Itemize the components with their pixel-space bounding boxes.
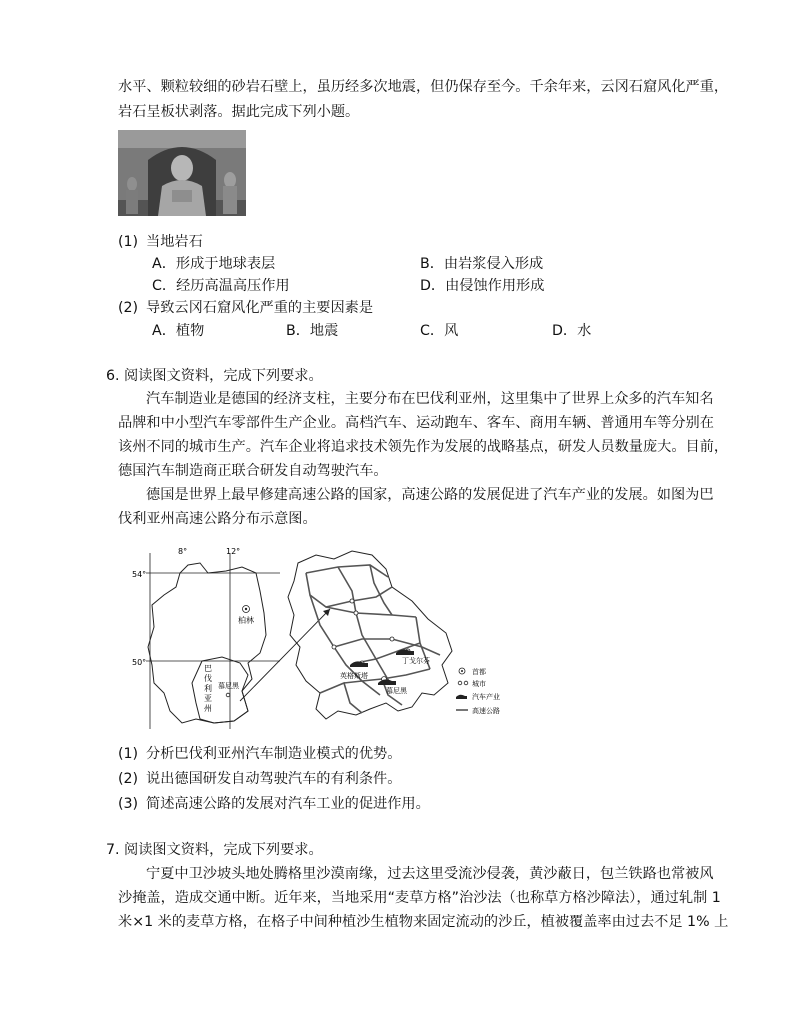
lat-label-50: 50° <box>132 658 147 667</box>
q6-para2-line-1: 德国是世界上最早修建高速公路的国家，高速公路的发展促进了汽车产业的发展。如图为巴 <box>146 487 714 503</box>
berlin-label: 柏林 <box>238 616 254 625</box>
q5-sub1-stem: 当地岩石 <box>146 234 203 250</box>
q5-sub2-option-a: A．植物 <box>152 323 205 339</box>
map-legend <box>456 667 500 715</box>
q5-sub2-number: (2) <box>118 300 139 316</box>
q7-para-line-2: 沙掩盖，造成交通中断。近年来，当地采用“麦草方格”治沙法（也称草方格沙障法），通过轧制 1 <box>118 890 721 906</box>
grotto-buddha-photo <box>118 130 246 216</box>
q5-sub2-option-b: B．地震 <box>286 323 339 339</box>
q6-heading: 6. 阅读图文资料，完成下列要求。 <box>106 368 323 384</box>
q6-question-3-text: 简述高速公路的发展对汽车工业的促进作用。 <box>146 796 430 812</box>
lon-label-8: 8° <box>178 547 188 556</box>
lon-label-12: 12° <box>226 547 241 556</box>
q6-para1-line-4: 德国汽车制造商正联合研发自动驾驶汽车。 <box>118 463 388 479</box>
city-marker-3 <box>332 645 336 649</box>
dingolfing-label: 丁戈尔芬 <box>402 657 430 665</box>
bavaria-outline-small <box>192 657 248 723</box>
munich-city-marker-small <box>226 693 230 697</box>
q6-para1-line-1: 汽车制造业是德国的经济支柱，主要分布在巴伐利亚州，这里集中了世界上众多的汽车知名 <box>146 391 714 407</box>
q6-question-2-text: 说出德国研发自动驾驶汽车的有利条件。 <box>146 771 402 787</box>
bavaria-char-5: 州 <box>204 704 212 713</box>
q6-para1-line-2: 品牌和中小型汽车零部件生产企业。高档汽车、运动跑车、客车、商用车辆、普通用车等分别在 <box>118 415 714 431</box>
q5-sub1-option-c: C．经历高温高压作用 <box>152 278 290 294</box>
legend-capital-label: 首都 <box>472 668 486 676</box>
lat-label-54: 54° <box>132 570 147 579</box>
q6-question-1-text: 分析巴伐利亚州汽车制造业模式的优势。 <box>146 746 402 762</box>
q7-heading: 7. 阅读图文资料，完成下列要求。 <box>106 842 323 858</box>
city-marker-2 <box>354 611 358 615</box>
q7-para-line-1: 宁夏中卫沙坡头地处腾格里沙漠南缘，过去这里受流沙侵袭，黄沙蔽日，包兰铁路也常被风 <box>146 866 714 882</box>
munich-label-small: 慕尼黑 <box>218 682 239 690</box>
bavaria-char-3: 利 <box>204 684 212 693</box>
q5-sub1-option-b: B．由岩浆侵入形成 <box>420 256 544 272</box>
city-marker-1 <box>350 599 354 603</box>
legend-highway-label: 高速公路 <box>472 707 500 715</box>
intro-line-1: 水平、颗粒较细的砂岩石壁上，虽历经多次地震，但仍保存至今。千余年来，云冈石窟风化严重， <box>118 79 729 95</box>
munich-label-large: 慕尼黑 <box>386 687 407 695</box>
bavaria-char-1: 巴 <box>204 664 212 673</box>
q7-para-line-3: 米×1 米的麦草方格，在格子中间种植沙生植物来固定流动的沙丘，植被覆盖率由过去不足 1% 上 <box>118 914 729 930</box>
q5-sub1-number: (1) <box>118 234 139 250</box>
q6-para2-line-2: 伐利亚州高速公路分布示意图。 <box>118 511 317 527</box>
legend-car-symbol <box>456 695 467 699</box>
car-icon <box>350 661 368 667</box>
q6-question-2-number: (2) <box>118 771 139 787</box>
q5-sub2-option-d: D．水 <box>552 323 592 339</box>
bavaria-outline-large <box>288 551 452 719</box>
q6-question-1-number: (1) <box>118 746 139 762</box>
bavaria-highway-map <box>130 543 525 729</box>
car-icon <box>378 679 396 685</box>
q5-sub2-stem: 导致云冈石窟风化严重的主要因素是 <box>146 300 374 316</box>
highway-network <box>306 565 440 713</box>
q5-sub1-option-a: A．形成于地球表层 <box>152 256 276 272</box>
q5-sub2-option-c: C．风 <box>420 323 459 339</box>
bavaria-char-4: 亚 <box>204 694 212 703</box>
city-marker-4 <box>390 637 394 641</box>
q5-sub1-option-d: D．由侵蚀作用形成 <box>420 278 545 294</box>
q6-para1-line-3: 该州不同的城市生产。汽车企业将追求技术领先作为发展的战略基点，研发人员数量庞大。目前， <box>118 439 729 455</box>
intro-line-2: 岩石呈板状剥落。据此完成下列小题。 <box>118 104 360 120</box>
q6-question-3-number: (3) <box>118 796 139 812</box>
legend-car-label: 汽车产业 <box>472 693 500 701</box>
ingolstadt-label: 英格斯塔 <box>340 672 368 680</box>
legend-city-label: 城市 <box>472 680 486 688</box>
legend-city-symbol <box>458 681 462 685</box>
bavaria-char-2: 伐 <box>204 674 212 683</box>
